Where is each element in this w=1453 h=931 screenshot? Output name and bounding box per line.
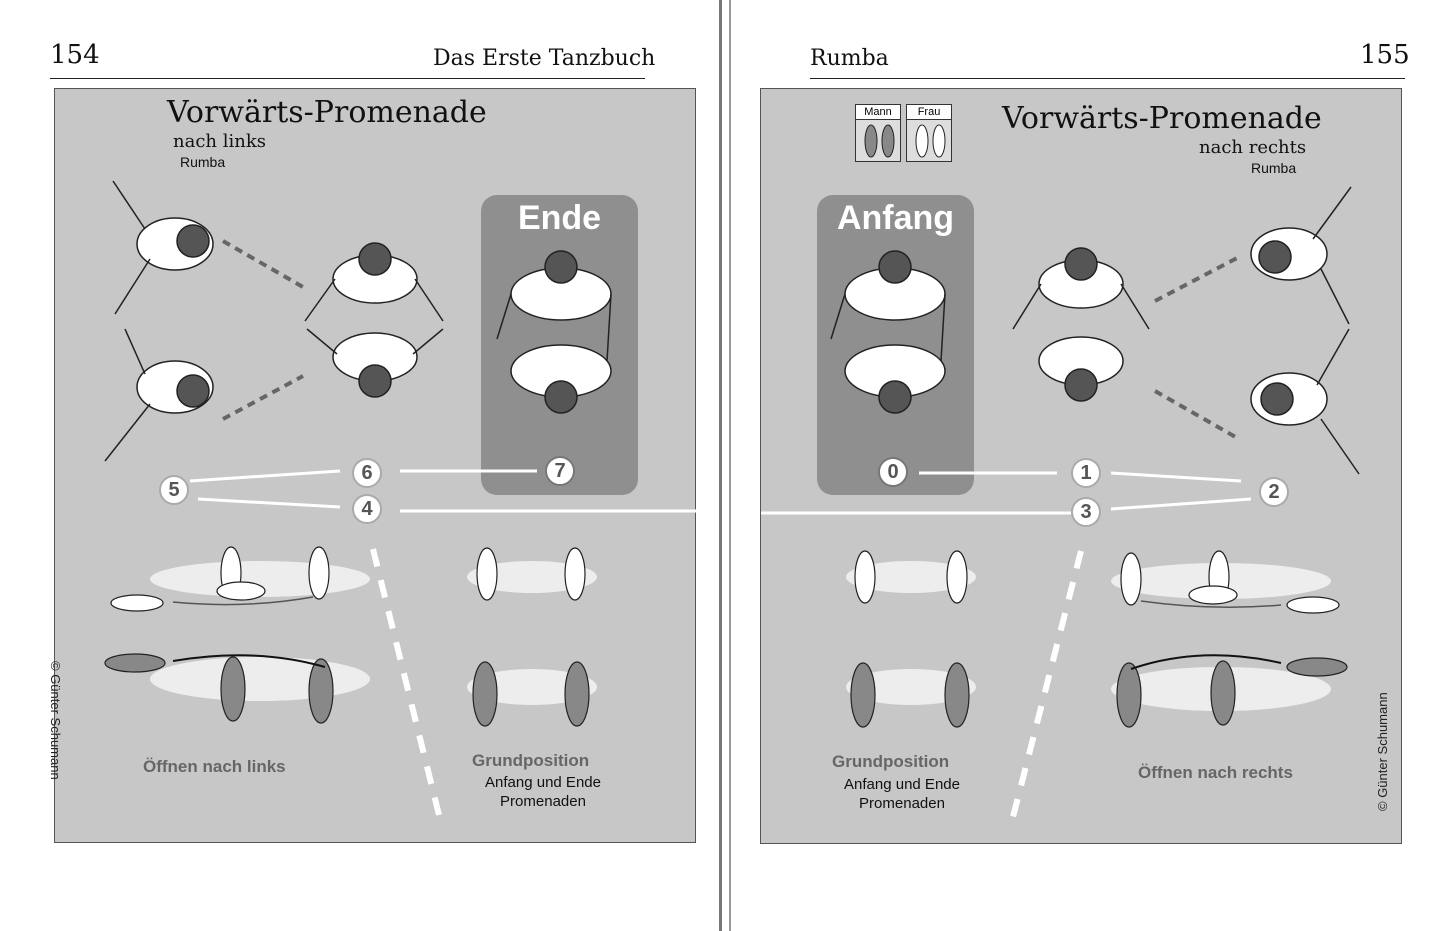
footwork-bands bbox=[150, 561, 597, 705]
left-running-head: Das Erste Tanzbuch bbox=[433, 46, 656, 71]
floor-divider bbox=[373, 549, 440, 819]
legend-man-label: Mann bbox=[856, 105, 900, 120]
caption-basic-position-left-text: Anfang und Ende Promenaden bbox=[485, 774, 601, 810]
legend-shoes bbox=[865, 125, 945, 157]
floor-divider-right bbox=[1013, 551, 1081, 817]
right-header-rule bbox=[810, 78, 1405, 79]
dancer-couple-start bbox=[831, 251, 945, 413]
right-copyright: © Günter Schumann bbox=[1375, 692, 1390, 811]
step-6: 6 bbox=[352, 458, 382, 488]
left-header-rule bbox=[50, 78, 645, 79]
dancer-couple-center-left bbox=[305, 243, 443, 397]
left-figure-panel bbox=[48, 88, 696, 843]
left-page-number: 154 bbox=[50, 40, 100, 70]
right-page-number: 155 bbox=[1360, 40, 1410, 70]
step-4: 4 bbox=[352, 494, 382, 524]
caption-open-left: Öffnen nach links bbox=[143, 757, 286, 776]
right-figure-panel bbox=[760, 88, 1402, 844]
right-figure-title: Vorwärts-Promenade bbox=[1002, 101, 1322, 136]
step-0: 0 bbox=[878, 457, 908, 487]
footwork-bands-right bbox=[846, 561, 1331, 711]
left-copyright: © Günter Schumann bbox=[48, 661, 63, 780]
caption-open-right: Öffnen nach rechts bbox=[1138, 763, 1293, 782]
caption-basic-position-right-title: Grundposition bbox=[832, 752, 950, 771]
legend-woman-label: Frau bbox=[907, 105, 951, 120]
dancer-couple-center-right bbox=[1013, 248, 1149, 401]
step-7: 7 bbox=[545, 456, 575, 486]
start-label: Anfang bbox=[836, 199, 955, 237]
book-gutter bbox=[719, 0, 731, 931]
dashed-arrows bbox=[223, 241, 303, 419]
dancer-couple-open-right bbox=[1251, 187, 1359, 474]
step-arrows-right bbox=[761, 473, 1251, 513]
right-running-head: Rumba bbox=[810, 46, 889, 71]
right-figure-dance: Rumba bbox=[1251, 160, 1297, 176]
caption-basic-position-right-text: Anfang und Ende Promenaden bbox=[844, 776, 960, 812]
step-1: 1 bbox=[1071, 458, 1101, 488]
dashed-arrows-right bbox=[1155, 257, 1239, 439]
caption-basic-position-left-title: Grundposition bbox=[472, 751, 590, 770]
man-step-arrow-right bbox=[1131, 655, 1281, 669]
step-3: 3 bbox=[1071, 497, 1101, 527]
left-figure-dance: Rumba bbox=[180, 154, 226, 170]
step-5: 5 bbox=[159, 475, 189, 505]
left-figure-title: Vorwärts-Promenade bbox=[167, 95, 487, 130]
step-arrows bbox=[190, 471, 697, 511]
end-label: Ende bbox=[517, 199, 602, 237]
dancer-couple-open-left bbox=[105, 181, 213, 461]
right-figure-subtitle: nach rechts bbox=[1199, 137, 1307, 158]
dancer-couple-end bbox=[497, 251, 611, 413]
left-figure-subtitle: nach links bbox=[173, 131, 266, 152]
step-2: 2 bbox=[1259, 477, 1289, 507]
